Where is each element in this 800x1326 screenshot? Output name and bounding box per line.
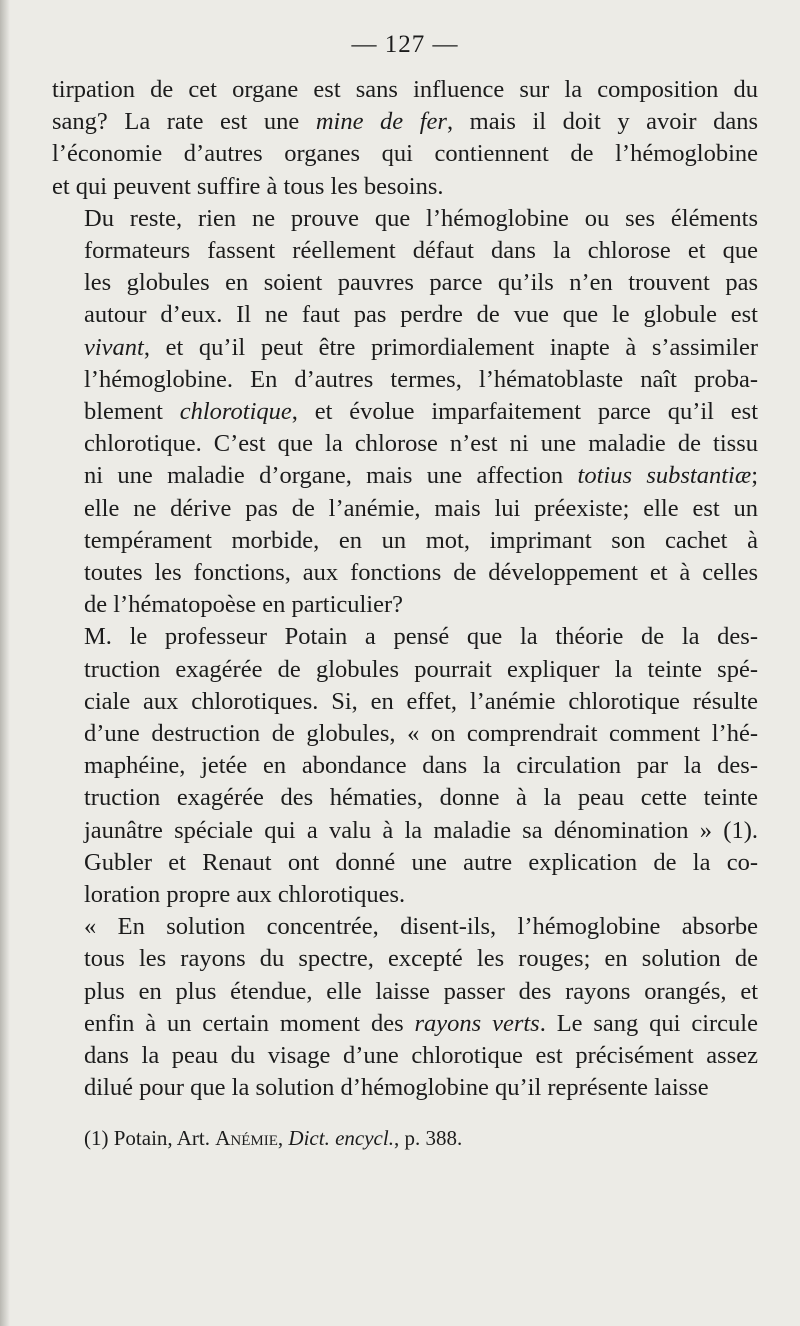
italic-text: mine de fer: [315, 108, 447, 136]
text-line: ni une maladie d’organe, mais une affection totius substantiæ;: [84, 462, 758, 490]
text-line: toutes les fonctions, aux fonctions de développement et à celles: [84, 559, 758, 587]
text-line: chlorotique. C’est que la chlorose n’est ni une maladie de tissu: [84, 430, 758, 458]
text-line: Gubler et Renaut ont donné une autre explication de la co-: [84, 848, 758, 876]
text-line: maphéine, jetée en abondance dans la circulation par la des-: [84, 752, 758, 780]
footnote-term: Anémie: [215, 1125, 278, 1150]
text-line: truction exagérée des hématies, donne à la peau cette teinte: [84, 784, 758, 812]
footnote-marker: (1): [84, 1125, 109, 1150]
text-line: tirpation de cet organe est sans influence sur la composition du: [52, 76, 758, 103]
text-line: truction exagérée de globules pourrait expliquer la teinte spé-: [84, 655, 758, 683]
book-page: [52, 30, 758, 1151]
italic-text: chlorotique: [179, 398, 292, 426]
text-line: enfin à un certain moment des rayons verts. Le sang qui circule: [84, 1009, 758, 1037]
text-line: formateurs fassent réellement défaut dans la chlorose et que: [84, 237, 758, 265]
text-line: ciale aux chlorotiques. Si, en effet, l’anémie chlorotique résulte: [84, 687, 758, 715]
paragraph: [52, 911, 758, 1104]
body-text: [52, 74, 758, 1105]
italic-text: vivant: [84, 333, 144, 361]
text-line: l’économie d’autres organes qui contiennent de l’hémoglobine: [52, 140, 758, 168]
text-line: dans la peau du visage d’une chlorotique est précisément assez: [84, 1042, 758, 1070]
footnote-author: Potain, Art.: [113, 1125, 211, 1150]
footnote-source: Dict. encycl.: [288, 1125, 394, 1150]
text-line: tempérament morbide, en un mot, imprimant son cachet à: [84, 526, 758, 554]
footnote: (1) Potain, Art. Anémie, Dict. encycl., p. 388.: [84, 1125, 463, 1150]
text-line: de l’hématopoèse en particulier?: [84, 591, 404, 619]
text-line: vivant, et qu’il peut être primordialement inapte à s’assimiler: [84, 333, 758, 361]
text-line: plus en plus étendue, elle laisse passer des rayons orangés, et: [84, 977, 758, 1005]
text-line: loration propre aux chlorotiques.: [84, 881, 406, 909]
text-line: jaunâtre spéciale qui a valu à la maladie sa dénomination » (1).: [84, 816, 758, 844]
text-line: autour d’eux. Il ne faut pas perdre de vue que le globule est: [84, 301, 758, 329]
text-line: Du reste, rien ne prouve que l’hémoglobine ou ses éléments: [84, 204, 758, 232]
text-line: et qui peuvent suffire à tous les besoins.: [52, 172, 444, 200]
text-line: dilué pour que la solution d’hémoglobine qu’il représente laisse: [84, 1074, 709, 1102]
italic-text: rayons verts: [414, 1009, 540, 1037]
text-line: les globules en soient pauvres parce qu’ils n’en trouvent pas: [84, 269, 758, 297]
page-number: — 127 —: [351, 31, 459, 58]
text-line: tous les rayons du spectre, excepté les rouges; en solution de: [84, 945, 758, 973]
paragraph: [52, 203, 758, 622]
text-line: M. le professeur Potain a pensé que la théorie de la des-: [84, 623, 758, 651]
footnote-page: , p. 388.: [393, 1125, 463, 1150]
paragraph: [52, 74, 758, 203]
paragraph: [52, 621, 758, 911]
page-edge-shadow: [0, 0, 10, 1326]
text-line: elle ne dérive pas de l’anémie, mais lui préexiste; elle est un: [84, 494, 758, 522]
text-line: l’hémoglobine. En d’autres termes, l’hématoblaste naît proba-: [84, 365, 758, 393]
italic-text: totius substantiæ: [577, 462, 752, 490]
text-line: blement chlorotique, et évolue imparfaitement parce qu’il est: [84, 398, 758, 426]
text-line: d’une destruction de globules, « on comprendrait comment l’hé-: [84, 720, 758, 748]
text-line: « En solution concentrée, disent-ils, l’hémoglobine absorbe: [84, 913, 758, 941]
text-line: sang? La rate est une mine de fer, mais il doit y avoir dans: [52, 108, 759, 136]
